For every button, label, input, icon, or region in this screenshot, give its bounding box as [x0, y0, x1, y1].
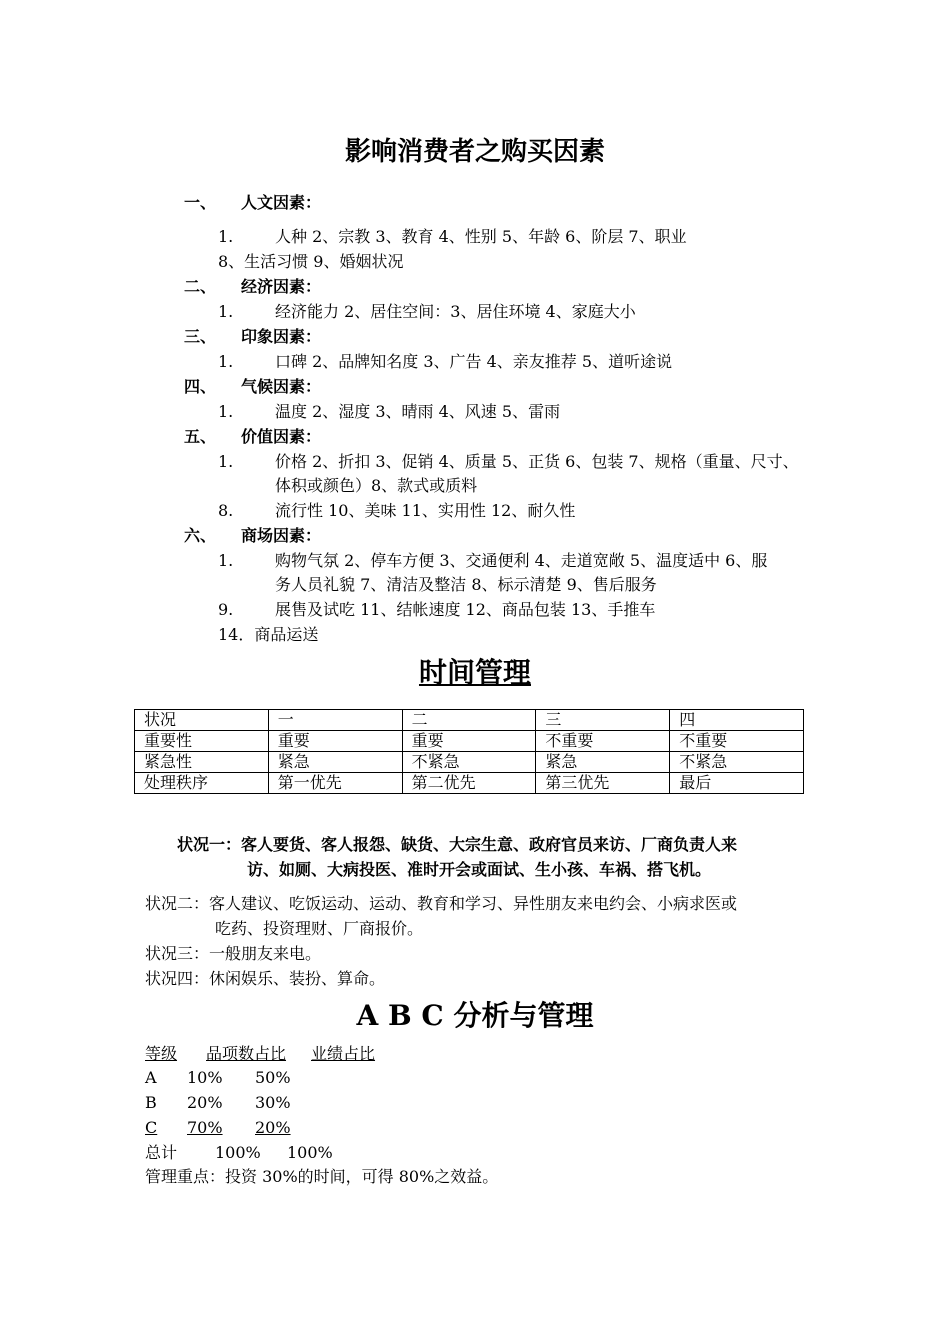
table-cell: 重要 [402, 731, 536, 752]
item-continuation: 14．商品运送 [218, 625, 319, 644]
status-two-text: 吃药、投资理财、厂商报价。 [215, 919, 424, 938]
table-cell: 重要性 [135, 731, 269, 752]
item-text: 温度 2、湿度 3、晴雨 4、风速 5、雷雨 [275, 402, 561, 421]
group-number: 五、 [184, 427, 217, 446]
section-title: A B C 分析与管理 [356, 999, 594, 1032]
abc-header: 业绩占比 [311, 1044, 376, 1063]
item-text: 人种 2、宗教 3、教育 4、性别 5、年龄 6、阶层 7、职业 [275, 227, 687, 246]
group-heading: 人文因素： [241, 193, 322, 212]
table-cell: 不重要 [536, 731, 670, 752]
item-continuation: 8、生活习惯 9、婚姻状况 [218, 252, 404, 271]
group-number: 四、 [184, 377, 217, 396]
group-heading: 印象因素： [241, 327, 322, 346]
abc-total-sales-ratio: 100% [287, 1143, 333, 1162]
item-text: 口碑 2、品牌知名度 3、广告 4、亲友推荐 5、道听途说 [275, 352, 673, 371]
item-text: 经济能力 2、居住空间：3、居住环境 4、家庭大小 [275, 302, 636, 321]
item-number: 1. [218, 551, 234, 570]
group-heading: 气候因素： [241, 377, 322, 396]
group-number: 一、 [184, 193, 217, 212]
table-cell: 紧急 [268, 752, 402, 773]
item-number: 8. [218, 501, 234, 520]
section-title: 时间管理 [418, 656, 531, 689]
status-two-text: 状况二：客人建议、吃饭运动、运动、教育和学习、异性朋友来电约会、小病求医或 [145, 894, 738, 913]
table-cell: 紧急 [536, 752, 670, 773]
management-note: 管理重点：投资 30%的时间，可得 80%之效益。 [145, 1167, 499, 1186]
table-row [135, 731, 804, 752]
abc-sales-ratio: 50% [255, 1068, 291, 1087]
status-four-text: 状况四：休闲娱乐、装扮、算命。 [145, 969, 386, 988]
abc-item-ratio: 20% [187, 1093, 223, 1112]
item-text: 价格 2、折扣 3、促销 4、质量 5、正货 6、包装 7、规格（重量、尺寸、 [275, 452, 799, 471]
table-cell: 第一优先 [268, 773, 402, 794]
item-number: 1. [218, 402, 234, 421]
item-text: 流行性 10、美味 11、实用性 12、耐久性 [275, 501, 576, 520]
table-cell: 不紧急 [402, 752, 536, 773]
abc-header: 品项数占比 [206, 1044, 287, 1063]
page-title: 影响消费者之购买因素 [344, 137, 605, 167]
group-number: 六、 [184, 526, 217, 545]
abc-item-ratio: 70% [187, 1118, 223, 1137]
abc-total-item-ratio: 100% [215, 1143, 261, 1162]
item-number: 9. [218, 600, 234, 619]
abc-total-label: 总计 [145, 1143, 178, 1162]
table-cell: 紧急性 [135, 752, 269, 773]
item-text: 务人员礼貌 7、清洁及整洁 8、标示清楚 9、售后服务 [275, 575, 657, 594]
group-heading: 经济因素： [241, 277, 322, 296]
group-number: 二、 [184, 277, 217, 296]
abc-sales-ratio: 30% [255, 1093, 291, 1112]
table-cell: 三 [536, 710, 670, 731]
abc-sales-ratio: 20% [255, 1118, 291, 1137]
status-one-text: 状况一：客人要货、客人报怨、缺货、大宗生意、政府官员来访、厂商负责人来 [177, 835, 738, 854]
table-cell: 二 [402, 710, 536, 731]
abc-header: 等级 [145, 1044, 178, 1063]
table-row [135, 752, 804, 773]
table-row [135, 710, 804, 731]
table-cell: 一 [268, 710, 402, 731]
item-text: 购物气氛 2、停车方便 3、交通便利 4、走道宽敞 5、温度适中 6、服 [275, 551, 768, 570]
item-number: 1. [218, 352, 234, 371]
table-cell: 第三优先 [536, 773, 670, 794]
table-cell: 第二优先 [402, 773, 536, 794]
abc-item-ratio: 10% [187, 1068, 223, 1087]
table-cell: 状况 [135, 710, 269, 731]
group-heading: 价值因素： [241, 427, 322, 446]
item-number: 1. [218, 302, 234, 321]
table-cell: 重要 [268, 731, 402, 752]
table-cell: 四 [670, 710, 804, 731]
table-cell: 不重要 [670, 731, 804, 752]
abc-grade: B [145, 1093, 157, 1112]
item-number: 1. [218, 227, 234, 246]
item-text: 体积或颜色）8、款式或质料 [275, 476, 478, 495]
status-three-text: 状况三：一般朋友来电。 [145, 944, 322, 963]
item-number: 1. [218, 452, 234, 471]
table-cell: 处理秩序 [135, 773, 269, 794]
time-management-table [134, 709, 804, 794]
item-text: 展售及试吃 11、结帐速度 12、商品包装 13、手推车 [275, 600, 656, 619]
abc-grade: A [145, 1068, 157, 1087]
group-number: 三、 [184, 327, 217, 346]
group-heading: 商场因素： [241, 526, 322, 545]
table-cell: 最后 [670, 773, 804, 794]
table-cell: 不紧急 [670, 752, 804, 773]
table-row [135, 773, 804, 794]
abc-grade: C [145, 1118, 158, 1137]
status-one-text: 访、如厕、大病投医、准时开会或面试、生小孩、车祸、搭飞机。 [247, 860, 712, 879]
